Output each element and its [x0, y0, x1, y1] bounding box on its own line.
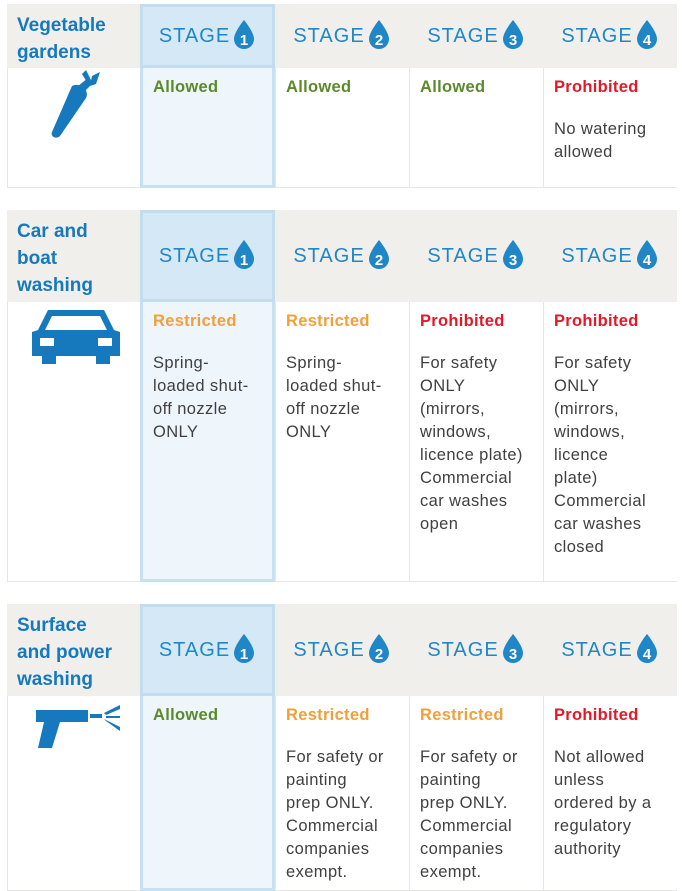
carrot-icon	[48, 68, 104, 140]
section-body	[7, 696, 677, 891]
status-label: Allowed	[420, 78, 486, 96]
description-line: ordered by a	[554, 794, 652, 812]
stage-4-cell	[543, 696, 677, 891]
stage-1-drop-icon	[232, 19, 256, 49]
status-description	[153, 352, 249, 444]
section-body	[7, 302, 677, 582]
status-description	[554, 118, 646, 164]
pressure-washer-icon	[30, 704, 122, 754]
category-title	[17, 12, 139, 66]
description-line: painting	[286, 771, 347, 789]
stage-1-cell	[140, 696, 275, 891]
icon-cell	[7, 68, 140, 188]
stage-number: 1	[239, 32, 249, 49]
description-line: loaded shut-	[286, 377, 382, 395]
stage-4-cell	[543, 68, 677, 188]
stage-1-drop-icon	[232, 633, 256, 663]
description-line: Commercial	[554, 492, 647, 510]
stage-number: 2	[374, 32, 383, 49]
description-line: Not allowed	[554, 748, 645, 766]
description-line: closed	[554, 538, 605, 556]
status-description	[286, 352, 382, 444]
section-header	[7, 210, 677, 302]
description-line: authority	[554, 840, 621, 858]
description-line: (mirrors,	[554, 400, 619, 418]
stage-number: 4	[642, 252, 651, 269]
stage-label: STAGE	[561, 244, 633, 267]
description-line: exempt.	[420, 863, 482, 881]
category-title-line: and power	[17, 642, 113, 663]
stage-label: STAGE	[293, 24, 365, 47]
description-line: For safety or	[286, 748, 384, 766]
stage-2-header	[275, 4, 409, 68]
description-line: Commercial	[420, 469, 513, 487]
description-line: loaded shut-	[153, 377, 249, 395]
description-line: regulatory	[554, 817, 632, 835]
description-line: For safety or	[420, 748, 518, 766]
category-title-line: Car and	[17, 221, 88, 242]
description-line: Spring-	[153, 354, 209, 372]
icon-cell	[7, 696, 140, 891]
description-line: open	[420, 515, 459, 533]
description-line: prep ONLY.	[286, 794, 374, 812]
category-title-line: Vegetable	[17, 15, 106, 36]
stage-2-drop-icon	[367, 19, 391, 49]
icon-holder	[30, 306, 122, 373]
stage-4-header	[543, 4, 677, 68]
category-title-line: boat	[17, 248, 58, 269]
stage-2-cell	[275, 302, 409, 582]
stage-4-drop-icon	[635, 633, 659, 663]
status-label: Allowed	[153, 706, 219, 724]
stage-1-drop-icon	[232, 239, 256, 269]
stage-number: 4	[642, 646, 651, 663]
status-description	[420, 352, 523, 536]
description-line: licence plate)	[420, 446, 523, 464]
description-line: companies	[420, 840, 504, 858]
stage-label: STAGE	[158, 24, 231, 47]
description-line: No watering	[554, 120, 647, 138]
stage-1-header	[140, 604, 275, 696]
stage-label: STAGE	[293, 638, 365, 661]
category-title-line: washing	[17, 669, 94, 690]
description-line: plate)	[554, 469, 598, 487]
description-line: unless	[554, 771, 605, 789]
description-line: ONLY	[153, 423, 199, 441]
stage-2-header	[275, 210, 409, 302]
description-line: For safety	[420, 354, 498, 372]
stage-label: STAGE	[293, 244, 365, 267]
description-line: For safety	[554, 354, 632, 372]
stage-3-cell	[409, 68, 543, 188]
stage-number: 3	[508, 252, 517, 269]
stage-4-header	[543, 604, 677, 696]
description-line: ONLY	[420, 377, 466, 395]
icon-holder	[48, 68, 104, 145]
description-line: (mirrors,	[420, 400, 485, 418]
stage-3-cell	[409, 302, 543, 582]
status-label: Restricted	[153, 312, 237, 330]
stage-label: STAGE	[158, 638, 231, 661]
stage-number: 1	[239, 646, 249, 663]
stage-1-cell	[140, 302, 275, 582]
description-line: windows,	[554, 423, 626, 441]
stage-3-cell	[409, 696, 543, 891]
stage-2-header	[275, 604, 409, 696]
description-line: ONLY	[286, 423, 332, 441]
stage-3-header	[409, 4, 543, 68]
stage-number: 1	[239, 252, 249, 269]
status-label: Prohibited	[554, 706, 639, 724]
description-line: car washes	[420, 492, 508, 510]
section-header	[7, 604, 677, 696]
stage-1-cell	[140, 68, 275, 188]
status-label: Prohibited	[420, 312, 505, 330]
stage-label: STAGE	[427, 638, 499, 661]
category-title	[17, 612, 139, 693]
stage-number: 2	[374, 252, 383, 269]
description-line: exempt.	[286, 863, 348, 881]
stage-label: STAGE	[561, 638, 633, 661]
stage-label: STAGE	[158, 244, 231, 267]
stage-3-drop-icon	[501, 239, 525, 269]
stage-3-drop-icon	[501, 633, 525, 663]
stage-number: 3	[508, 646, 517, 663]
stage-4-cell	[543, 302, 677, 582]
status-label: Allowed	[286, 78, 352, 96]
category-title	[17, 218, 139, 299]
description-line: painting	[420, 771, 481, 789]
stage-label: STAGE	[427, 24, 499, 47]
stage-4-drop-icon	[635, 239, 659, 269]
status-label: Allowed	[153, 78, 219, 96]
status-description	[554, 352, 646, 559]
stage-3-drop-icon	[501, 19, 525, 49]
stage-2-cell	[275, 68, 409, 188]
stage-1-header	[140, 210, 275, 302]
description-line: off nozzle	[286, 400, 361, 418]
stage-1-header	[140, 4, 275, 68]
car-icon	[30, 306, 122, 368]
stage-2-drop-icon	[367, 633, 391, 663]
stage-3-header	[409, 604, 543, 696]
status-label: Restricted	[420, 706, 504, 724]
stage-number: 3	[508, 32, 517, 49]
section-body	[7, 68, 677, 188]
description-line: windows,	[420, 423, 492, 441]
stage-3-header	[409, 210, 543, 302]
status-label: Restricted	[286, 312, 370, 330]
category-title-line: Surface	[17, 615, 87, 636]
description-line: prep ONLY.	[420, 794, 508, 812]
stage-number: 4	[642, 32, 651, 49]
stage-4-drop-icon	[635, 19, 659, 49]
icon-holder	[30, 704, 122, 759]
stage-2-drop-icon	[367, 239, 391, 269]
icon-cell	[7, 302, 140, 582]
description-line: Commercial	[420, 817, 513, 835]
description-line: ONLY	[554, 377, 600, 395]
description-line: Spring-	[286, 354, 342, 372]
description-line: allowed	[554, 143, 613, 161]
stage-2-cell	[275, 696, 409, 891]
section-header	[7, 4, 677, 68]
description-line: off nozzle	[153, 400, 228, 418]
stage-number: 2	[374, 646, 383, 663]
status-description	[286, 746, 384, 884]
stage-label: STAGE	[427, 244, 499, 267]
status-label: Restricted	[286, 706, 370, 724]
description-line: Commercial	[286, 817, 379, 835]
description-line: companies	[286, 840, 370, 858]
stage-label: STAGE	[561, 24, 633, 47]
stage-4-header	[543, 210, 677, 302]
description-line: car washes	[554, 515, 642, 533]
status-label: Prohibited	[554, 78, 639, 96]
category-title-line: gardens	[17, 42, 91, 63]
description-line: licence	[554, 446, 609, 464]
status-description	[420, 746, 518, 884]
category-title-line: washing	[17, 275, 94, 296]
status-description	[554, 746, 651, 861]
status-label: Prohibited	[554, 312, 639, 330]
